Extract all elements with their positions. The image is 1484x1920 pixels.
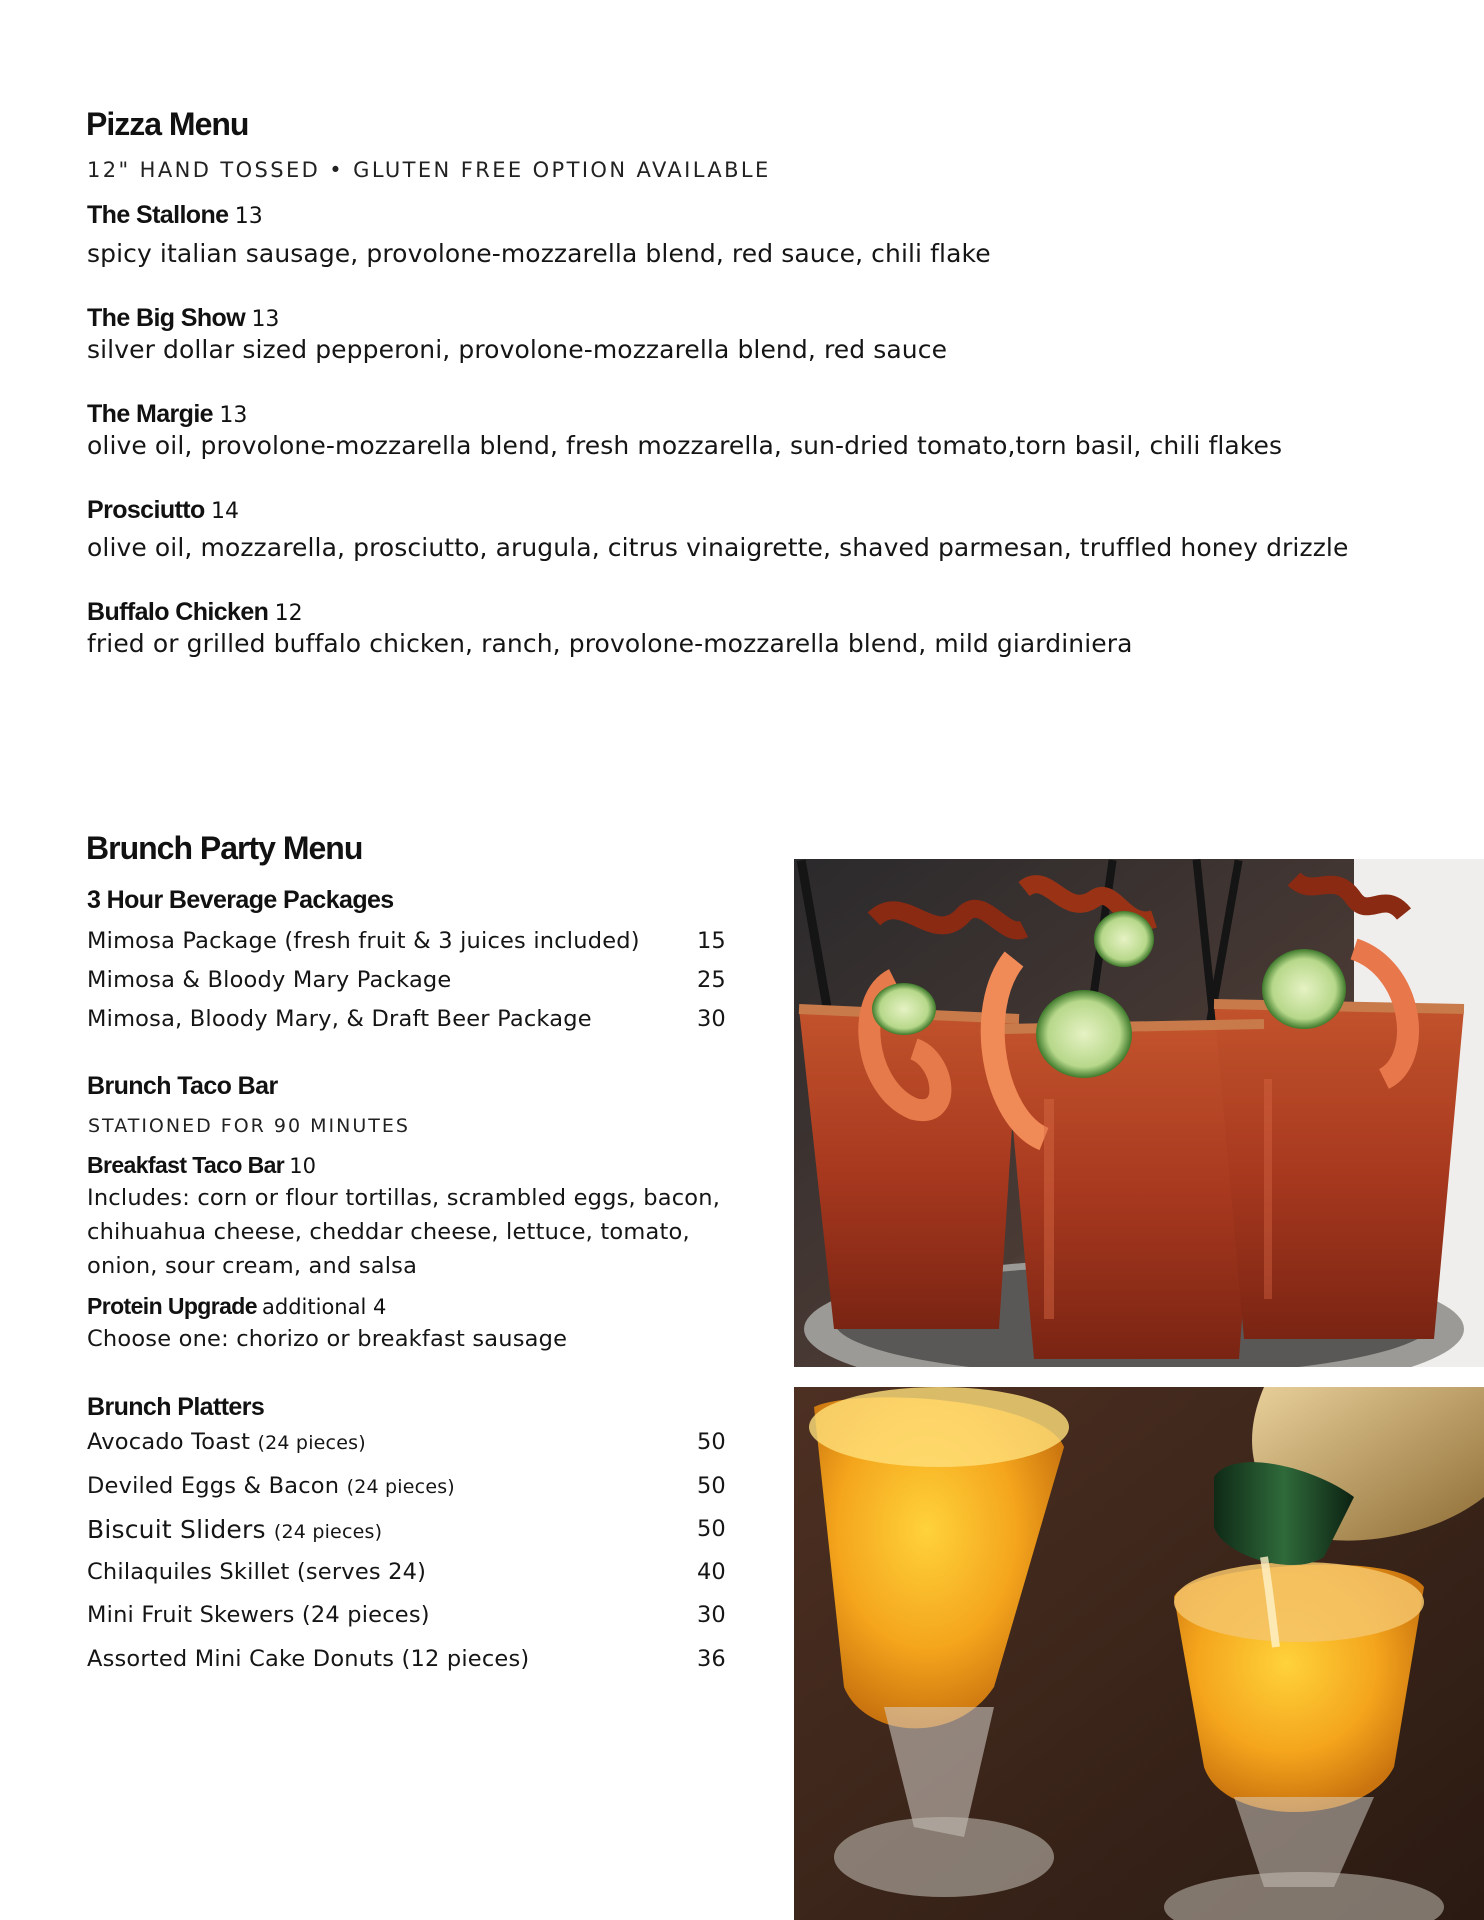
breakfast-taco-bar [87,1152,316,1179]
item-description: silver dollar sized pepperoni, provolone-mozzarella blend, red sauce [87,335,948,364]
taco-bar-note: STATIONED FOR 90 MINUTES [88,1115,410,1137]
platter-price: 40 [697,1559,726,1585]
platter-item [87,1429,366,1455]
beverage-package-name: Mimosa & Bloody Mary Package [87,967,452,993]
beverage-package-name: Mimosa Package (fresh fruit & 3 juices included) [87,928,640,954]
item-description: olive oil, mozzarella, prosciutto, arugula, citrus vinaigrette, shaved parmesan, truffled honey drizzle [87,533,1349,562]
beverage-package-price: 15 [697,928,726,954]
item-price: 10 [289,1154,316,1178]
pizza-item-buffalo-chicken [87,598,303,627]
platter-price: 30 [697,1602,726,1628]
platter-price: 36 [697,1646,726,1672]
platter-qty: (24 pieces) [346,1476,455,1498]
item-price: 13 [234,204,263,229]
beverage-package-price: 25 [697,967,726,993]
item-name: Breakfast Taco Bar [87,1152,285,1178]
mimosa-photo [794,1387,1484,1920]
pizza-menu-title: Pizza Menu [86,106,249,142]
platter-item [87,1646,529,1672]
platter-price: 50 [697,1516,726,1542]
platters-heading: Brunch Platters [87,1393,265,1421]
platter-qty: (24 pieces) [273,1521,383,1543]
protein-upgrade-description: Choose one: chorizo or breakfast sausage [87,1326,568,1352]
item-description: olive oil, provolone-mozzarella blend, fresh mozzarella, sun-dried tomato,torn basil, chili flakes [87,431,1283,460]
item-name: The Margie [87,400,213,428]
item-name: The Big Show [87,304,246,332]
brunch-menu-title: Brunch Party Menu [86,830,363,866]
item-name: Prosciutto [87,496,205,524]
pizza-item-stallone [87,201,263,230]
item-price: 13 [251,307,280,332]
platter-qty: (24 pieces) [257,1432,366,1454]
item-price: 14 [210,499,239,524]
item-price: 12 [274,601,303,626]
pizza-subtitle: 12" HAND TOSSED • GLUTEN FREE OPTION AVAILABLE [87,158,771,182]
platter-name: Assorted Mini Cake Donuts (12 pieces) [87,1646,530,1672]
item-description: fried or grilled buffalo chicken, ranch, provolone-mozzarella blend, mild giardiniera [87,629,1133,658]
item-name: The Stallone [87,201,229,229]
item-name: Buffalo Chicken [87,598,269,626]
platter-price: 50 [697,1429,726,1455]
item-price: 13 [219,403,248,428]
item-name: Protein Upgrade [87,1293,257,1319]
pizza-item-prosciutto [87,496,239,525]
bloody-mary-photo [794,859,1484,1367]
item-price: additional 4 [262,1295,387,1319]
platter-item [87,1602,430,1628]
beverage-package-name: Mimosa, Bloody Mary, & Draft Beer Package [87,1006,592,1032]
platter-item [87,1515,382,1544]
platter-name: Chilaquiles Skillet (serves 24) [87,1559,427,1585]
platter-name: Biscuit Sliders [87,1515,266,1544]
beverage-packages-heading: 3 Hour Beverage Packages [87,886,394,914]
platter-name: Deviled Eggs & Bacon [87,1473,340,1499]
pizza-item-margie [87,400,247,429]
platter-price: 50 [697,1473,726,1499]
pizza-item-big-show [87,304,279,333]
protein-upgrade [87,1293,386,1320]
taco-bar-heading: Brunch Taco Bar [87,1072,278,1100]
breakfast-taco-description: Includes: corn or flour tortillas, scrambled eggs, bacon, chihuahua cheese, cheddar cheese, lettuce, tomato, onion, sour cream, and salsa [87,1185,721,1279]
platter-item [87,1559,426,1585]
beverage-package-price: 30 [697,1006,726,1032]
item-description: spicy italian sausage, provolone-mozzarella blend, red sauce, chili flake [87,239,991,268]
platter-item [87,1473,455,1499]
platter-name: Mini Fruit Skewers (24 pieces) [87,1602,430,1628]
platter-name: Avocado Toast [87,1429,251,1455]
